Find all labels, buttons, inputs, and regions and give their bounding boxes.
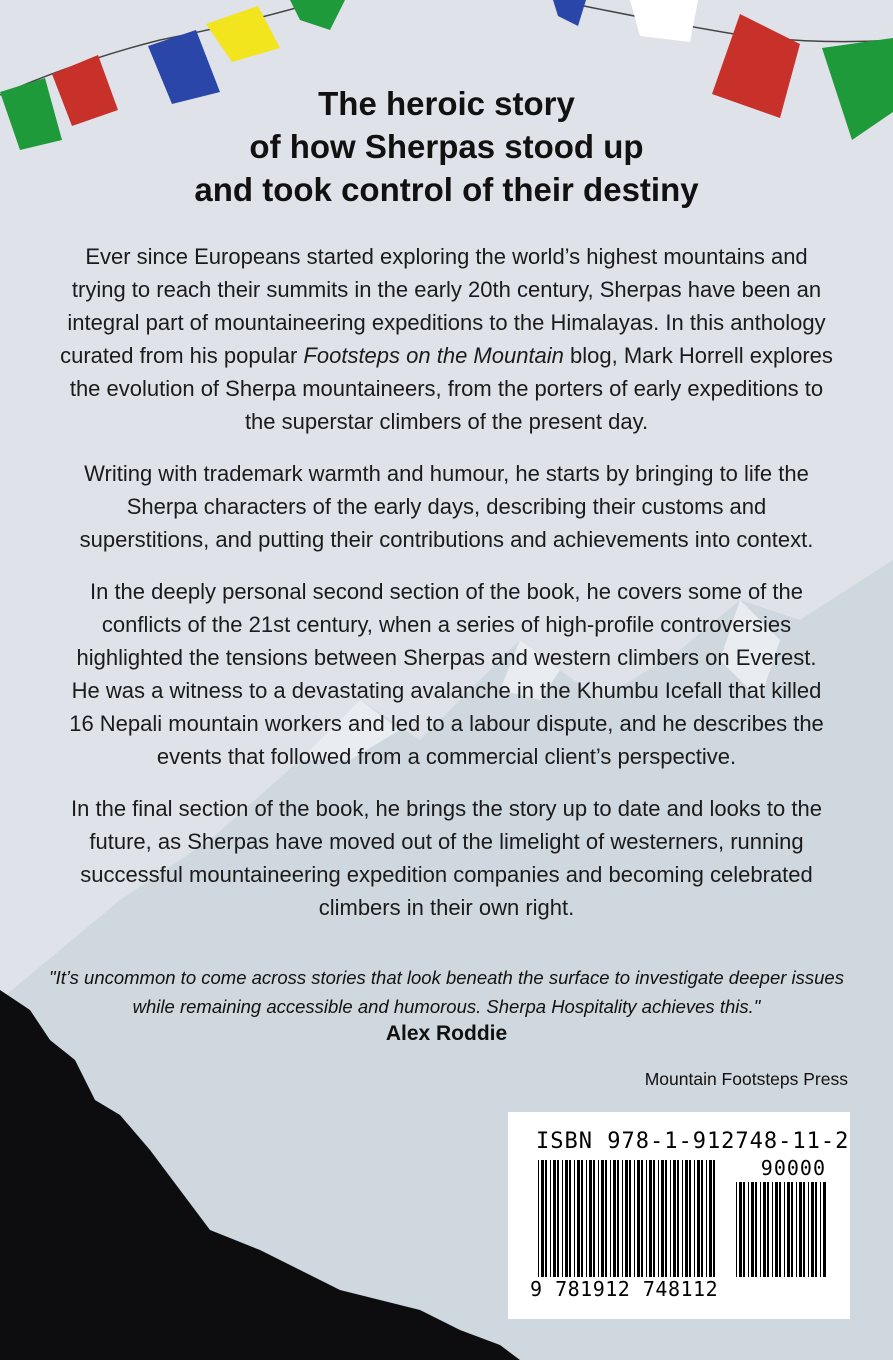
barcode-bar [653,1160,655,1277]
barcode-bar [553,1160,556,1277]
barcode-bar [739,1182,742,1277]
price-code: 90000 [760,1156,826,1180]
blurb-paragraph-3 [60,575,833,773]
barcode-bar [629,1160,631,1277]
barcode-bar [751,1182,754,1277]
barcode-bar [787,1182,790,1277]
barcode-bar [610,1160,611,1277]
barcode-bar [748,1182,749,1277]
barcode-bar [779,1182,781,1277]
barcode-bar [569,1160,571,1277]
headline-line-1: The heroic story [318,85,575,122]
review-author: Alex Roddie [385,1022,508,1045]
barcode-bar [775,1182,778,1277]
barcode-bar [541,1160,544,1277]
barcode-bar [601,1160,604,1277]
headline-line-3: and took control of their destiny [194,171,699,208]
barcode-bar [545,1160,547,1277]
headline-line-2: of how Sherpas stood up [249,128,644,165]
barcode-bar [697,1160,700,1277]
barcode-bar [646,1160,647,1277]
barcode-bar [767,1182,769,1277]
blurb-paragraph-4 [60,792,833,924]
barcode-bar [701,1160,703,1277]
barcode-bar [658,1160,659,1277]
barcode-bar [562,1160,563,1277]
barcode-bar [706,1160,707,1277]
barcode-bar [694,1160,695,1277]
flag-white-right [630,0,698,42]
barcode-bar [586,1160,587,1277]
barcode-bar [613,1160,616,1277]
barcode-bar [677,1160,679,1277]
barcode-bar [637,1160,640,1277]
barcode-bar [625,1160,628,1277]
publisher-name: Mountain Footsteps Press [644,1069,848,1089]
blurb-paragraph-1 [60,240,833,438]
p2-text: Writing with trademark warmth and humour, he starts by bringing to life the Sherpa characters of the early days, describing their customs and superstitions, and putting their contributions and achievements into context. [79,461,814,552]
barcode-bar [634,1160,635,1277]
barcode-bar [574,1160,575,1277]
barcode-bar [593,1160,595,1277]
barcode-bar [649,1160,652,1277]
blurb-paragraph-2 [60,457,833,556]
review-quote: "It’s uncommon to come across stories that look beneath the surface to investigate deeper issues while remaining accessible and humorous. Sherpa Hospitality achieves this." [49,967,844,1017]
barcode-bar [791,1182,793,1277]
barcode-bar [713,1160,715,1277]
barcode-bar [550,1160,551,1277]
barcode-bar [685,1160,688,1277]
barcode-bar [589,1160,592,1277]
barcode-bar [565,1160,568,1277]
barcode-bar [755,1182,757,1277]
barcode-digits: 9 781912 748112 [530,1277,719,1301]
p3-text: In the deeply personal second section of the book, he covers some of the conflicts of the 21st century, when a series of high-profile controversies highlighted the tensions between Sherpas and western climbers on Everest. He was a witness to a devastating avalanche in the Khumbu Icefall that killed 16 Nepali mountain workers and led to a labour dispute, and he describes the events that followed from a commercial client’s perspective. [69,579,824,769]
barcode-bar [598,1160,599,1277]
barcode-bar [796,1182,797,1277]
barcode-bar [641,1160,643,1277]
cover-headline [0,82,893,211]
barcode-bar [815,1182,817,1277]
barcode-bar [557,1160,559,1277]
p1-text-b: blog, Mark Horrell explores the evolution of Sherpa mountaineers, from the porters of early expeditions to the superstar climbers of the present day. [69,343,833,434]
barcode-bar [622,1160,623,1277]
barcode-bar [763,1182,766,1277]
barcode-bar [709,1160,712,1277]
barcode-bar [670,1160,671,1277]
barcode-bar [808,1182,809,1277]
barcode-bar [772,1182,773,1277]
barcode-bar [743,1182,745,1277]
barcode-bar [760,1182,761,1277]
barcode-bar [581,1160,583,1277]
barcode-bar [673,1160,676,1277]
barcode-bar [823,1182,826,1277]
barcode-bar [605,1160,607,1277]
blog-title: Footsteps on the Mountain [303,343,564,368]
barcode-bar [682,1160,683,1277]
barcode-bar [736,1182,737,1277]
barcode-bar [665,1160,667,1277]
barcode-bar [811,1182,814,1277]
p1-text-a: Ever since Europeans started exploring the world’s highest mountains and trying to reach their summits in the early 20th century, Sherpas have been an integral part of mountaineering expeditions to the Himalayas. In this anthology curated from his popular [60,244,826,368]
p4-text: In the final section of the book, he brings the story up to date and looks to the future, as Sherpas have moved out of the limelight of westerners, running successful mountaineering expedition companies and becoming celebrated climbers in their own right. [71,796,822,920]
barcode-bar [538,1160,539,1277]
isbn-label: ISBN 978-1-912748-11-2 [536,1129,850,1154]
barcode-bar [799,1182,802,1277]
barcode-bar [803,1182,805,1277]
barcode-bar [689,1160,691,1277]
barcode-bar [784,1182,785,1277]
barcode-bar [577,1160,580,1277]
barcode-bar [661,1160,664,1277]
isbn-barcode [508,1112,850,1319]
barcode-bar [820,1182,821,1277]
barcode-bar [617,1160,619,1277]
